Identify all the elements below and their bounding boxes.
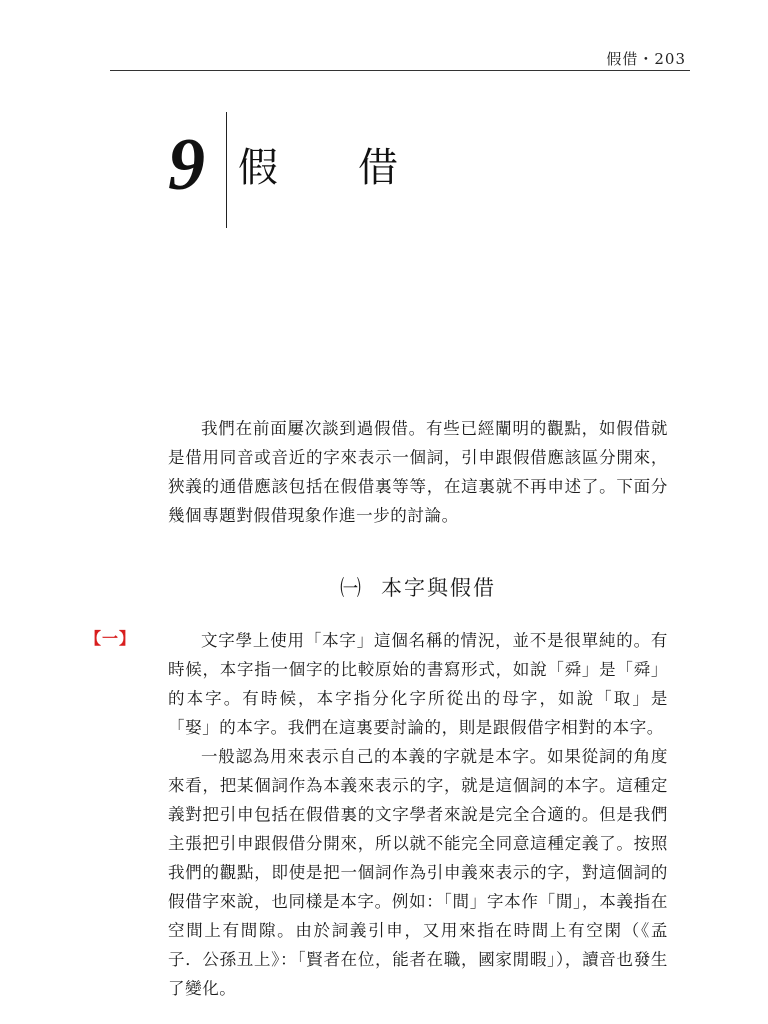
header-rule bbox=[110, 70, 690, 71]
chapter-title: 假借 bbox=[238, 145, 478, 191]
section-heading bbox=[168, 572, 668, 602]
section-body bbox=[168, 626, 668, 1003]
chapter-divider bbox=[226, 112, 227, 228]
body-paragraph: 一般認為用來表示自己的本義的字就是本字。如果從詞的角度來看，把某個詞作為本義來表示的字，就是這個詞的本字。這種定義對把引申包括在假借裏的文字學者來說是完全合適的。但是我們主張把引申跟假借分開來，所以就不能完全同意這種定義了。按照我們的觀點，即使是把一個詞作為引申義來表示的字，對這個詞的假借字來說，也同樣是本字。例如：「間」字本作「閒」，本義指在空間上有間隙。由於詞義引申，又用來指在時間上有空閑（《孟子．公孫丑上》：「賢者在位，能者在職，國家閒暇」），讀音也發生了變化。 bbox=[168, 747, 668, 998]
running-head: 假借・203 bbox=[606, 50, 686, 68]
margin-marker: 【一】 bbox=[85, 629, 137, 648]
section-title: 本字與假借 bbox=[381, 576, 496, 600]
body-paragraph: 文字學上使用「本字」這個名稱的情況，並不是很單純的。有時候，本字指一個字的比較原始的書寫形式，如說「舜」是「舜」的本字。有時候，本字指分化字所從出的母字，如說「取」是「娶」的本字。我們在這裏要討論的，則是跟假借字相對的本字。 bbox=[168, 631, 668, 737]
intro-block bbox=[168, 414, 668, 530]
chapter-number: 9 bbox=[168, 124, 205, 206]
intro-paragraph: 我們在前面屢次談到過假借。有些已經闡明的觀點，如假借就是借用同音或音近的字來表示一個詞，引申跟假借應該區分開來，狹義的通借應該包括在假借裏等等，在這裏就不再申述了。下面分幾個專題對假借現象作進一步的討論。 bbox=[168, 419, 668, 525]
section-number: ㈠ bbox=[340, 576, 363, 600]
